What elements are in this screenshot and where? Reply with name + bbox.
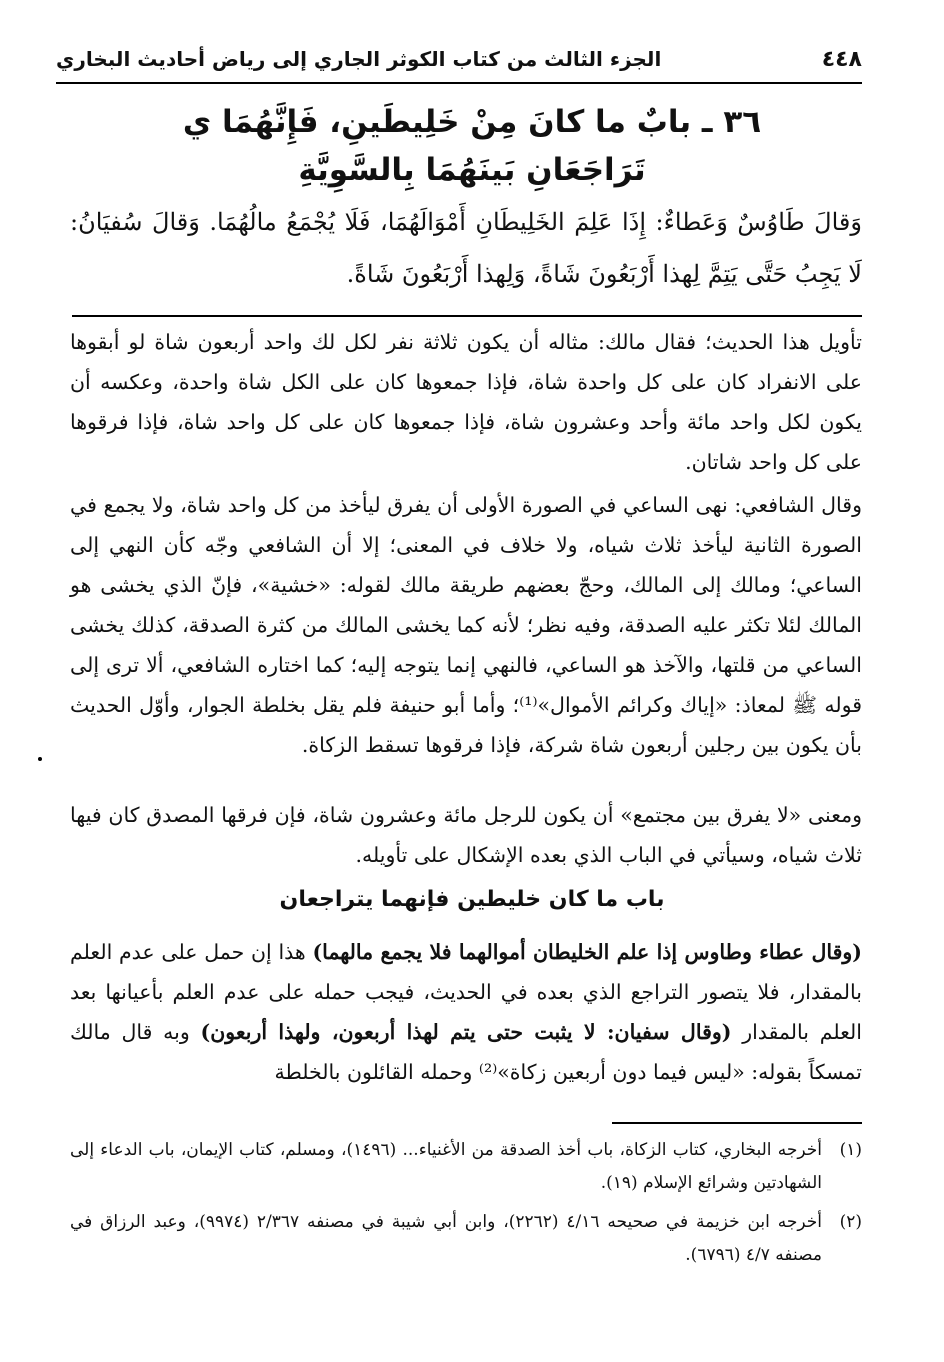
running-title: الجزء الثالث من كتاب الكوثر الجاري إلى رياض أحاديث البخاري <box>56 47 662 71</box>
quoted-statement-sufyan: (وقال سفيان: لا يثبت حتى يتم لهذا أربعون، ولهذا أربعون) <box>200 1020 732 1044</box>
footnote-divider <box>612 1122 862 1124</box>
quoted-statement-ata: (وقال عطاء وطاوس إذا علم الخليطان أموالهما فلا يجمع مالهما) <box>312 940 863 964</box>
paragraph-4-text-1: هذا إن حمل على عدم العلم بالمقدار، فلا يتصور التراجع الذي بعده في الحديث، فيجب حمله على عدم العلم بأعيانها بعد العلم بالمقدار <box>70 940 862 1044</box>
commentary-paragraph-3: ومعنى «لا يفرق بين مجتمع» أن يكون للرجل مائة وعشرون شاة، فإن فرقها المصدق كان فيها ثلاث شياه، وسيأتي في الباب الذي بعده الإشكال على تأويله. <box>70 803 862 867</box>
commentary-paragraph-2: وقال الشافعي: نهى الساعي في الصورة الأولى أن يفرق ليأخذ من كل واحد شاة، ولا يجمع في الصورة الثانية ليأخذ ثلاث شياه، ولا خلاف في المعنى؛ إلا أن الشافعي وجّه كأن النهي إلى الساعي؛ ومالك إلى المالك، وحجّ بعضهم طريقة مالك لقوله: «خشية»، فإنّ الذي يخشى هو المالك لئلا تكثر عليه الصدقة، وفيه نظر؛ لأنه كما يخشى المالك من كثرة الصدقة، كذلك يخشى الساعي من قلتها، والآخذ هو الساعي، فالنهي إنما يتوجه إليه؛ كما اختاره الشافعي، ألا ترى إلى قوله ﷺ لمعاذ: «إياك وكرائم الأموال»⁽¹⁾؛ وأما أبو حنيفة فلم يقل بخلطة الجوار، وأوّل الحديث بأن يكون بين رجلين أربعون شاة شركة، فإذا فرقوها تسقط الزكاة. <box>70 493 863 757</box>
section-subheading: باب ما كان خليطين فإنهما يتراجعان <box>279 887 665 912</box>
hadith-quote: وَقالَ طَاوُسٌ وَعَطاءٌ: إِذَا عَلِمَ الخَلِيطَانِ أَمْوَالَهُمَا، فَلَا يُجْمَعُ مالُهُمَا. وَقالَ سُفيَانُ: لَا يَجِبُ حَتَّى يَتِمَّ لِهذا أَرْبَعُونَ شَاةً، وَلِهذا أَرْبَعُونَ شَاةً. <box>70 208 862 288</box>
commentary-paragraph-1: تأويل هذا الحديث؛ فقال مالك: مثاله أن يكون ثلاثة نفر لكل لك واحد أربعون شاة لو أبقوها على الانفراد كان على كل واحدة شاة، فإذا جمعوها كان على الكل شاة واحدة، وعكسه أن يكون لكل واحد مائة وأحد وعشرون شاة، فإذا جمعوها كان على كل واحد شاة، فإذا فرقوها على كل واحد شاتان. <box>70 330 862 474</box>
footnote-1 <box>70 1134 862 1200</box>
running-header <box>56 36 862 84</box>
footnote-text: أخرجه البخاري، كتاب الزكاة، باب أخذ الصدقة من الأغنياء... (١٤٩٦)، ومسلم، كتاب الإيمان، باب الدعاء إلى الشهادتين وشرائع الإسلام (١٩). <box>70 1140 822 1193</box>
chapter-title-line-1: ٣٦ ـ بابٌ ما كانَ مِنْ خَلِيطَينِ، فَإِنَّهُمَا ي <box>182 104 762 140</box>
paragraph-4-text-2: وبه قال مالك تمسكاً بقوله: «ليس فيما دون أربعين زكاة»⁽²⁾ وحمله القائلون بالخلطة <box>70 1020 862 1084</box>
footnote-number: (٢) <box>839 1212 862 1232</box>
footnote-2 <box>70 1206 862 1272</box>
commentary-paragraph-4 <box>70 932 862 1092</box>
chapter-title-line-2: تَرَاجَعَانِ بَينَهُمَا بِالسَّوِيَّةِ <box>298 152 646 188</box>
footnotes <box>70 1134 862 1278</box>
chapter-title <box>180 98 764 194</box>
footnote-number: (١) <box>839 1140 862 1160</box>
scan-speck <box>38 757 42 761</box>
page-number: ٤٤٨ <box>821 46 862 72</box>
section-divider <box>72 315 862 317</box>
footnote-text: أخرجه ابن خزيمة في صحيحه ٤/١٦ (٢٢٦٢)، وابن أبي شيبة في مصنفه ٢/٣٦٧ (٩٩٧٤)، وعبد الرزاق في مصنفه ٤/٧ (٦٧٩٦). <box>70 1212 822 1265</box>
